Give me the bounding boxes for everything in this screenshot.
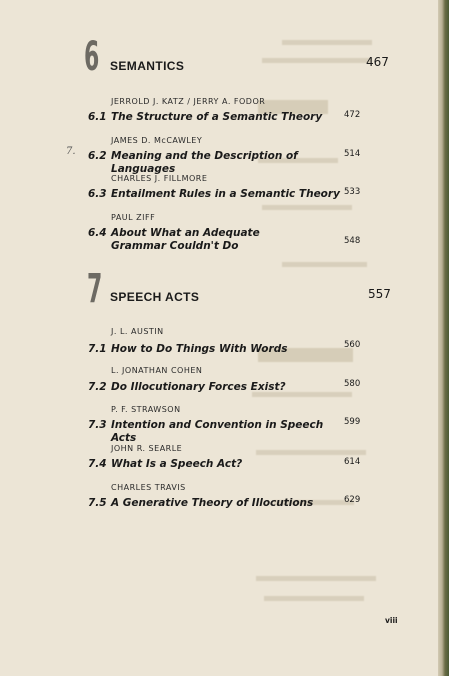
entry-author: CHARLES TRAVIS (111, 483, 186, 492)
entry-page-number: 514 (344, 149, 361, 159)
section-page-number: 557 (368, 287, 391, 301)
entry-number: 6.1 (88, 111, 107, 123)
entry-number: 6.2 (88, 150, 107, 162)
entry-author: PAUL ZIFF (111, 213, 156, 222)
entry-title: Entailment Rules in a Semantic Theory (111, 188, 340, 200)
page-folio: viii (385, 616, 398, 625)
section-title: SEMANTICS (110, 59, 185, 73)
entry-author: JERROLD J. KATZ / JERRY A. FODOR (111, 97, 266, 106)
entry-title: Do Illocutionary Forces Exist? (111, 381, 286, 393)
section-number: 7 (87, 266, 103, 312)
entry-author: JOHN R. SEARLE (111, 444, 183, 453)
book-edge (438, 0, 449, 676)
section-number: 6 (84, 34, 100, 80)
section-page-number: 467 (366, 55, 389, 69)
entry-number: 6.4 (88, 227, 107, 239)
entry-title: About What an Adequate Grammar Couldn't Do (111, 227, 260, 252)
entry-author: J. L. AUSTIN (111, 327, 164, 336)
entry-page-number: 472 (344, 110, 361, 120)
handwritten-mark: 7. (66, 146, 76, 157)
entry-number: 7.4 (88, 458, 107, 470)
entry-page-number: 614 (344, 457, 361, 467)
entry-number: 7.3 (88, 419, 107, 431)
entry-page-number: 548 (344, 236, 361, 246)
entry-number: 7.5 (88, 497, 107, 509)
entry-page-number: 599 (344, 417, 361, 427)
entry-number: 7.2 (88, 381, 107, 393)
entry-title: The Structure of a Semantic Theory (111, 111, 323, 123)
entry-title: What Is a Speech Act? (111, 458, 243, 470)
entry-title: Meaning and the Description of Languages (111, 150, 298, 175)
section-title: SPEECH ACTS (110, 290, 200, 304)
entry-author: L. JONATHAN COHEN (111, 366, 203, 375)
entry-page-number: 629 (344, 495, 361, 505)
entry-title: Intention and Convention in Speech Acts (111, 419, 324, 444)
entry-title: How to Do Things With Words (111, 343, 288, 355)
entry-page-number: 533 (344, 187, 361, 197)
entry-number: 6.3 (88, 188, 107, 200)
entry-author: JAMES D. McCAWLEY (111, 136, 203, 145)
entry-page-number: 580 (344, 379, 361, 389)
entry-author: CHARLES J. FILLMORE (111, 174, 208, 183)
entry-title: A Generative Theory of Illocutions (111, 497, 314, 509)
entry-number: 7.1 (88, 343, 107, 355)
entry-page-number: 560 (344, 340, 361, 350)
entry-author: P. F. STRAWSON (111, 405, 181, 414)
